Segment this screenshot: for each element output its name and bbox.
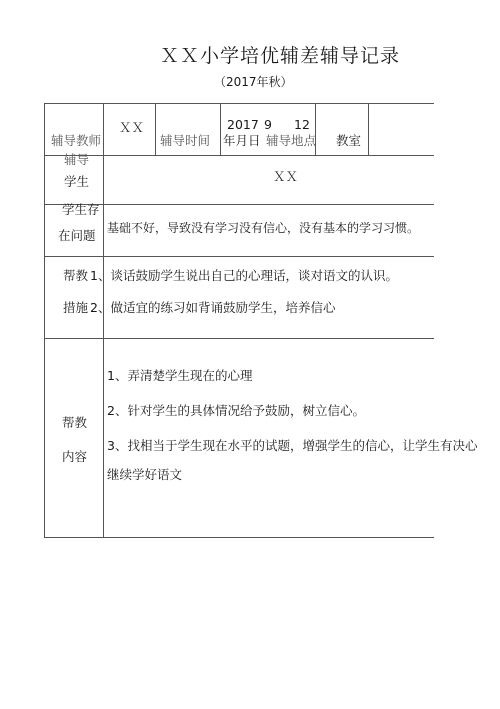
content-item: 1、弄清楚学生现在的心理 xyxy=(107,368,253,383)
teacher-label: 辅导教师 xyxy=(51,133,102,148)
content-item: 2、针对学生的具体情况给予鼓励，树立信心。 xyxy=(107,403,365,418)
teacher-value: ＸＸ xyxy=(119,120,145,135)
column-divider xyxy=(155,103,156,155)
label-column-divider xyxy=(103,103,104,538)
content-item: 3、找相当于学生现在水平的试题，增强学生的信心，让学生有决心 xyxy=(107,438,478,453)
column-divider xyxy=(368,103,369,155)
time-day: 12 xyxy=(294,117,310,132)
page-title: ＸＸ小学培优辅差辅导记录 xyxy=(160,45,401,67)
content-label-line2: 内容 xyxy=(62,449,88,464)
measures-item: 2、做适宜的练习如背诵鼓励学生，培养信心 xyxy=(90,300,336,315)
student-value: ＸＸ xyxy=(273,169,299,184)
measures-label-line2: 措施 xyxy=(63,300,89,315)
problem-label-line2: 在问题 xyxy=(58,228,96,243)
time-year: 2017 xyxy=(227,117,259,132)
problem-text: 基础不好，导致没有学习没有信心，没有基本的学习习惯。 xyxy=(107,221,420,235)
place-value: 教室 xyxy=(336,133,362,148)
time-label: 辅导时间 xyxy=(160,133,211,148)
table-border-left xyxy=(44,103,45,538)
content-label-line1: 帮教 xyxy=(62,415,88,430)
time-suffix: 年月日 xyxy=(223,133,261,148)
place-label: 辅导地点 xyxy=(266,133,317,148)
student-label-line1: 辅导 xyxy=(64,152,90,167)
page-subtitle: （2017年秋） xyxy=(214,75,293,89)
column-divider xyxy=(220,103,221,155)
problem-label-line1: 学生存 xyxy=(62,202,100,217)
time-month: 9 xyxy=(264,117,272,132)
measures-label-line1: 帮教 xyxy=(63,268,89,283)
content-item: 继续学好语文 xyxy=(107,467,183,482)
measures-item: 1、谈话鼓励学生说出自己的心理话，谈对语文的认识。 xyxy=(90,268,398,283)
student-label-line2: 学生 xyxy=(64,174,90,189)
